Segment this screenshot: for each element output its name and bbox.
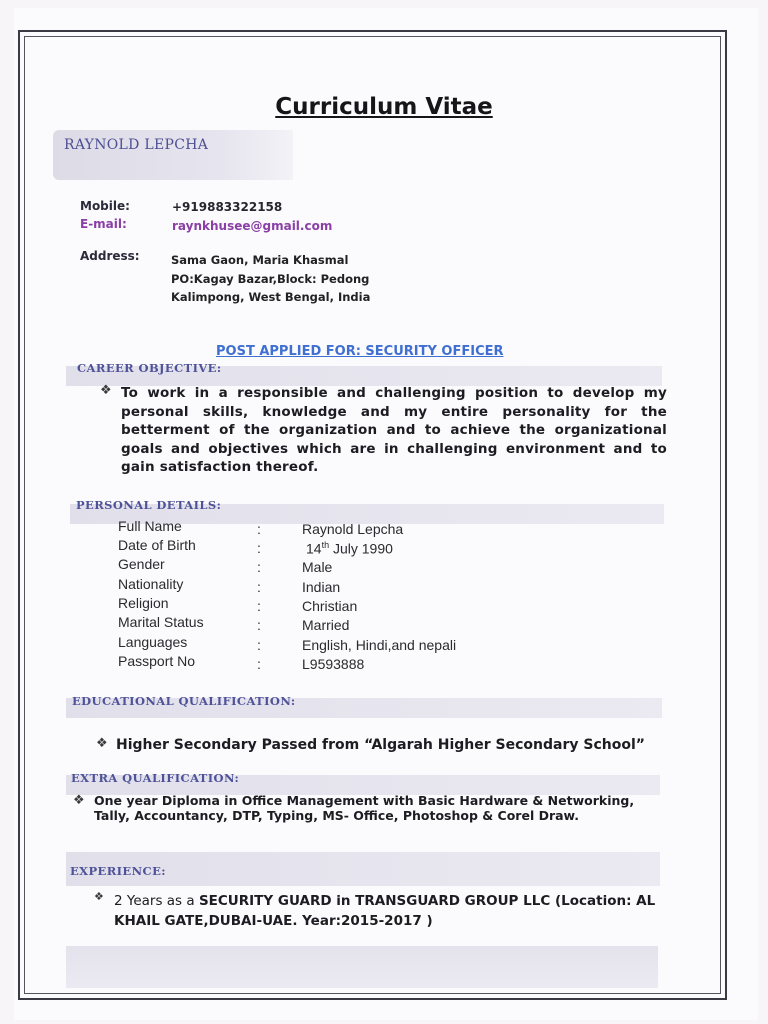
table-row xyxy=(0,614,768,633)
mobile-label: Mobile: xyxy=(80,199,130,213)
career-objective-heading: CAREER OBJECTIVE: xyxy=(77,361,222,375)
extra-qualification-heading: EXTRA QUALIFICATION: xyxy=(71,771,240,785)
detail-value: L9593888 xyxy=(302,656,365,672)
table-row xyxy=(0,595,768,614)
education-text: Higher Secondary Passed from “Algarah Higher Secondary School” xyxy=(116,737,645,753)
detail-colon: : xyxy=(257,617,261,633)
table-row xyxy=(0,576,768,595)
mobile-value: +919883322158 xyxy=(172,200,283,214)
email-value: raynkhusee@gmail.com xyxy=(172,219,333,233)
detail-value: Raynold Lepcha xyxy=(302,521,404,537)
detail-label: Marital Status xyxy=(118,614,204,630)
address-label: Address: xyxy=(80,249,140,263)
table-row xyxy=(0,653,768,672)
detail-label: Passport No xyxy=(118,653,196,669)
address-block xyxy=(171,251,370,307)
experience-prefix: 2 Years as a xyxy=(114,893,199,909)
document-title: Curriculum Vitae xyxy=(275,94,493,120)
dob-suffix: th xyxy=(321,540,330,550)
detail-label: Religion xyxy=(118,595,169,611)
extra-qualification-text: One year Diploma in Office Management with Basic Hardware & Networking, Tally, Accountancy, DTP, Typing, MS- Office, Photoshop & Corel Draw. xyxy=(94,793,635,823)
detail-value: Male xyxy=(302,559,333,575)
table-row xyxy=(0,556,768,575)
detail-label: Nationality xyxy=(118,576,184,592)
experience-heading: EXPERIENCE: xyxy=(70,864,166,878)
table-row xyxy=(0,634,768,653)
table-row xyxy=(0,518,768,537)
email-label: E-mail: xyxy=(80,217,127,231)
detail-value: Christian xyxy=(302,598,358,614)
experience-text xyxy=(114,891,674,931)
address-line: Sama Gaon, Maria Khasmal xyxy=(171,253,349,267)
educational-heading: EDUCATIONAL QUALIFICATION: xyxy=(72,694,296,708)
detail-colon: : xyxy=(257,598,261,614)
candidate-name: RAYNOLD LEPCHA xyxy=(64,137,209,153)
detail-colon: : xyxy=(257,656,261,672)
experience-detail: SECURITY GUARD in TRANSGUARD GROUP LLC (Location: AL KHAIL GATE,DUBAI-UAE. Year:2015-2017 ) xyxy=(114,893,656,929)
bullet-icon: ❖ xyxy=(73,793,85,808)
personal-details-heading: PERSONAL DETAILS: xyxy=(76,498,222,512)
table-row xyxy=(0,537,768,556)
detail-colon: : xyxy=(257,559,261,575)
dob-day: 14 xyxy=(306,540,322,557)
career-objective-text: To work in a responsible and challenging position to develop my personal skills, knowledge and my entire personality for the betterment of the organization and to achieve the organizational goals and objectives which are in challenging environment and to gain satisfaction thereof. xyxy=(121,385,667,475)
detail-label: Languages xyxy=(118,634,188,650)
bullet-icon: ❖ xyxy=(94,890,104,903)
address-line: Kalimpong, West Bengal, India xyxy=(171,290,371,304)
detail-value: English, Hindi,and nepali xyxy=(302,637,457,653)
detail-colon: : xyxy=(257,540,261,556)
detail-colon: : xyxy=(257,579,261,595)
detail-value: Married xyxy=(302,617,350,633)
dob-rest: July 1990 xyxy=(329,540,393,557)
address-line: PO:Kagay Bazar,Block: Pedong xyxy=(171,271,370,286)
detail-label: Full Name xyxy=(118,518,182,534)
bullet-icon: ❖ xyxy=(100,383,112,398)
detail-colon: : xyxy=(257,637,261,653)
detail-label: Gender xyxy=(118,556,165,572)
detail-value xyxy=(306,540,393,557)
detail-colon: : xyxy=(257,521,261,537)
section-band xyxy=(66,946,658,988)
post-applied: POST APPLIED FOR: SECURITY OFFICER xyxy=(216,344,504,359)
detail-value: Indian xyxy=(302,579,341,595)
detail-label: Date of Birth xyxy=(118,537,196,553)
bullet-icon: ❖ xyxy=(96,736,108,751)
